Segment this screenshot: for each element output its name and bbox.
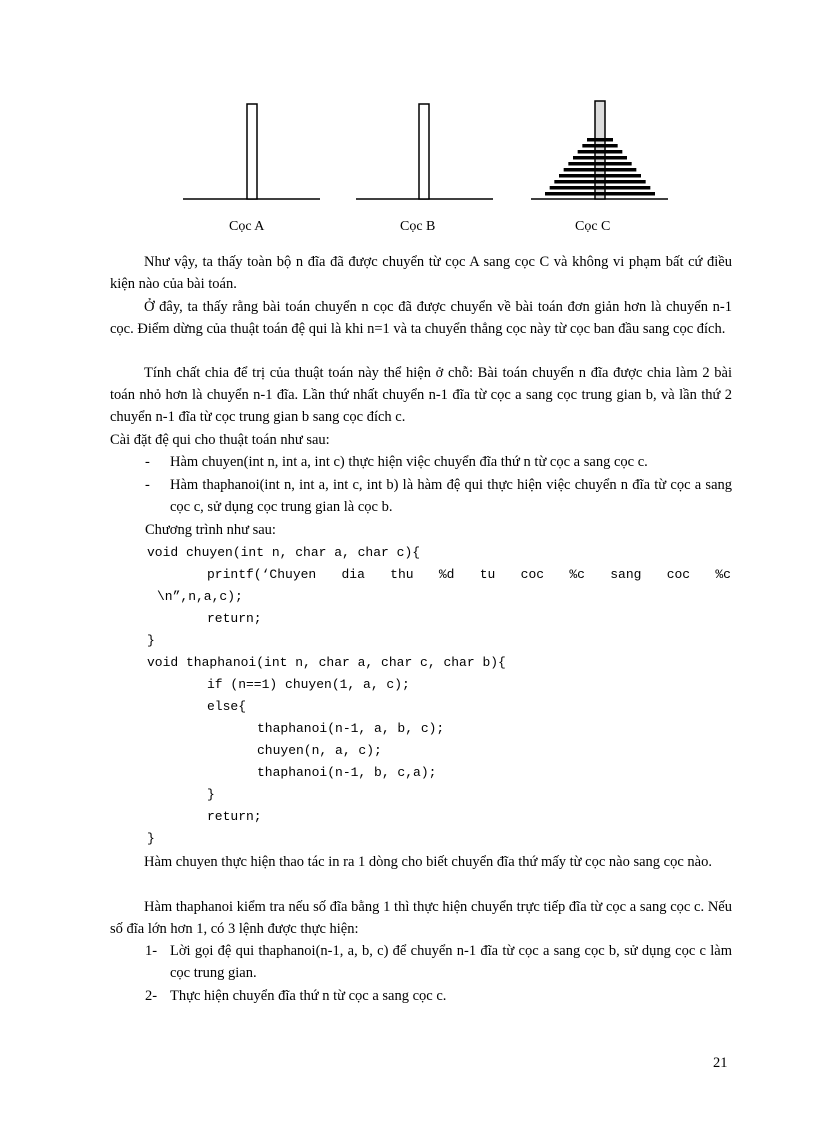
paragraph-4: Cài đặt đệ qui cho thuật toán như sau:	[110, 432, 330, 448]
disk	[559, 174, 641, 178]
peg-a-rod	[247, 104, 257, 199]
code-line-8: else{	[207, 699, 247, 714]
bullet-marker-1: -	[145, 454, 150, 470]
code-line-9: thaphanoi(n-1, a, b, c);	[257, 721, 445, 736]
numbered-marker-2: 2-	[145, 988, 158, 1004]
code-line-1: void chuyen(int n, char a, char c){	[147, 545, 421, 560]
paragraph-6: Hàm chuyen thực hiện thao tác in ra 1 dòng cho biết chuyển đĩa thứ mấy từ cọc nào sang cọc nào.	[144, 854, 712, 870]
code-line-14: }	[147, 831, 155, 846]
peg-c	[531, 101, 668, 199]
peg-a	[183, 104, 320, 199]
bullet-item-1: Hàm chuyen(int n, int a, int c) thực hiện việc chuyển đĩa thứ n từ cọc a sang cọc c.	[170, 454, 648, 470]
disk	[550, 186, 651, 190]
numbered-item-1: Lời gọi đệ qui thaphanoi(n-1, a, b, c) để chuyển n-1 đĩa từ cọc a sang cọc b, sử dụng cọc c làm cọc trung gian.	[170, 943, 732, 981]
disk	[573, 156, 627, 160]
paragraph-5: Chương trình như sau:	[145, 522, 276, 538]
code-line-10: chuyen(n, a, c);	[257, 743, 382, 758]
code-line-6: void thaphanoi(int n, char a, char c, char b){	[147, 655, 506, 670]
code-line-5: }	[147, 633, 155, 648]
bullet-item-2: Hàm thaphanoi(int n, int a, int c, int b) là hàm đệ qui thực hiện việc chuyển n đĩa từ cọc a sang cọc c, sử dụng cọc trung gian là cọc b.	[170, 477, 732, 515]
code-line-2: printf(‘Chuyen dia thu %d tu coc %c sang coc %c	[207, 567, 731, 582]
code-line-4: return;	[207, 611, 262, 626]
paragraph-1: Như vậy, ta thấy toàn bộ n đĩa đã được chuyển từ cọc A sang cọc C và không vi phạm bất cứ điều kiện nào của bài toán.	[110, 254, 732, 292]
peg-label-c: Cọc C	[575, 219, 611, 234]
paragraph-2: Ở đây, ta thấy rằng bài toán chuyển n cọc đã được chuyển về bài toán đơn giản hơn là chuyển n-1 cọc. Điểm dừng của thuật toán đệ qui là khi n=1 và ta chuyển thẳng cọc này từ cọc ban đầu sang cọc đích.	[110, 299, 732, 337]
peg-label-a: Cọc A	[229, 219, 265, 234]
code-line-3: \n”,n,a,c);	[157, 589, 243, 604]
numbered-marker-1: 1-	[145, 943, 158, 959]
disk	[554, 180, 645, 184]
disk	[582, 144, 617, 148]
disk	[568, 162, 631, 166]
paragraph-7: Hàm thaphanoi kiểm tra nếu số đĩa bằng 1 thì thực hiện chuyển trực tiếp đĩa từ cọc a sang cọc c. Nếu số đĩa lớn hơn 1, có 3 lệnh được thực hiện:	[110, 899, 732, 937]
disk	[564, 168, 637, 172]
code-line-11: thaphanoi(n-1, b, c,a);	[257, 765, 437, 780]
peg-b	[356, 104, 493, 199]
peg-b-rod	[419, 104, 429, 199]
disk	[578, 150, 623, 154]
disk	[545, 192, 655, 196]
code-line-7: if (n==1) chuyen(1, a, c);	[207, 677, 410, 692]
code-line-13: return;	[207, 809, 262, 824]
disk	[587, 138, 613, 142]
bullet-marker-2: -	[145, 477, 150, 493]
page-number: 21	[713, 1055, 728, 1071]
tower-of-hanoi-figure	[0, 0, 816, 245]
paragraph-3: Tính chất chia để trị của thuật toán này thể hiện ở chỗ: Bài toán chuyển n đĩa được chia làm 2 bài toán nhỏ hơn là chuyển n-1 đĩa. Lần thứ nhất chuyển n-1 đĩa từ cọc a sang cọc trung gian b, và lần thứ 2 chuyển n-1 đĩa từ cọc trung gian b sang cọc đích c.	[110, 365, 732, 425]
numbered-item-2: Thực hiện chuyển đĩa thứ n từ cọc a sang cọc c.	[170, 988, 447, 1004]
peg-label-b: Cọc B	[400, 219, 436, 234]
code-line-12: }	[207, 787, 215, 802]
